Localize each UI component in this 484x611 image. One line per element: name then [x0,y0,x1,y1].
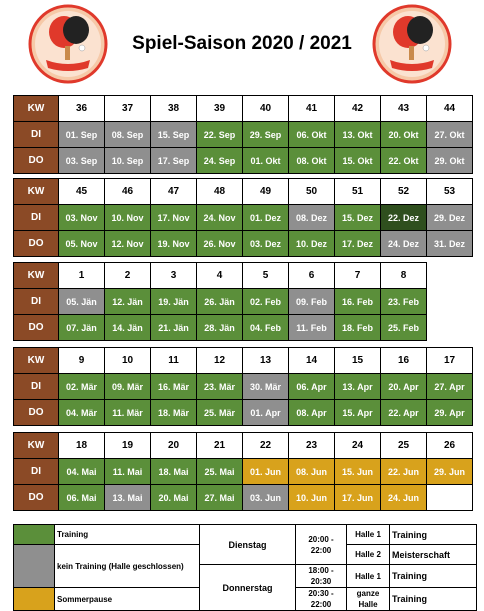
week-number-cell: 48 [197,179,243,205]
date-cell: 13. Apr [335,374,381,400]
date-cell: 16. Feb [335,289,381,315]
legend-label-no-training: kein Training (Halle geschlossen) [55,545,200,588]
week-number-cell: 13 [243,348,289,374]
date-cell: 05. Nov [59,231,105,257]
date-cell: 17. Jun [335,485,381,511]
date-cell: 08. Apr [289,400,335,426]
date-cell: 31. Dez [427,231,473,257]
row-kw [14,348,473,374]
week-number-cell: 26 [427,433,473,459]
week-number-cell: 41 [289,96,335,122]
week-number-cell: 19 [105,433,151,459]
date-cell: 07. Jän [59,315,105,341]
row-header-kw: KW [14,348,59,374]
week-number-cell: 25 [381,433,427,459]
row-do [14,400,473,426]
legend-swatch-summer [14,588,55,611]
week-number-cell: 37 [105,96,151,122]
legend-label-summer: Sommerpause [55,588,200,611]
week-number-cell: 21 [197,433,243,459]
date-cell: 10. Jun [289,485,335,511]
week-number-cell: 3 [151,263,197,289]
row-kw [14,179,473,205]
date-cell: 14. Jän [105,315,151,341]
legend-type-3: Training [390,565,477,588]
week-number-cell: 1 [59,263,105,289]
legend-time-dienstag: 20:00 - 22:00 [296,525,347,565]
date-cell: 25. Feb [381,315,427,341]
row-header-do: DO [14,315,59,341]
date-cell: 19. Jän [151,289,197,315]
date-cell: 28. Jän [197,315,243,341]
row-header-do: DO [14,400,59,426]
date-cell: 01. Dez [243,205,289,231]
row-do [14,485,473,511]
legend-hall-2: Halle 2 [347,545,390,565]
date-cell: 03. Sep [59,148,105,174]
date-cell [427,485,473,511]
row-header-do: DO [14,231,59,257]
date-cell: 29. Okt [427,148,473,174]
legend-hall-4: ganze Halle [347,588,390,611]
week-number-cell: 39 [197,96,243,122]
week-number-cell: 53 [427,179,473,205]
date-cell: 16. Mär [151,374,197,400]
row-di [14,374,473,400]
date-cell: 03. Jun [243,485,289,511]
date-cell: 08. Okt [289,148,335,174]
schedule-block [13,262,427,341]
week-number-cell: 14 [289,348,335,374]
week-number-cell: 6 [289,263,335,289]
row-kw [14,96,473,122]
legend-type-4: Training [390,588,477,611]
date-cell: 18. Mär [151,400,197,426]
date-cell: 29. Apr [427,400,473,426]
date-cell: 15. Sep [151,122,197,148]
legend-type-1: Training [390,525,477,545]
legend-day-donnerstag: Donnerstag [200,565,296,611]
date-cell: 09. Mär [105,374,151,400]
date-cell: 02. Mär [59,374,105,400]
week-number-cell: 46 [105,179,151,205]
week-number-cell: 23 [289,433,335,459]
legend-hall-1: Halle 1 [347,525,390,545]
row-kw [14,433,473,459]
week-number-cell: 16 [381,348,427,374]
week-number-cell: 45 [59,179,105,205]
week-number-cell: 2 [105,263,151,289]
date-cell: 23. Feb [381,289,427,315]
row-header-di: DI [14,205,59,231]
week-number-cell: 11 [151,348,197,374]
date-cell: 17. Sep [151,148,197,174]
date-cell: 08. Dez [289,205,335,231]
date-cell: 11. Feb [289,315,335,341]
date-cell: 26. Jän [197,289,243,315]
legend-swatch-no-training [14,545,55,588]
date-cell: 20. Okt [381,122,427,148]
row-header-kw: KW [14,96,59,122]
date-cell: 27. Apr [427,374,473,400]
week-number-cell: 43 [381,96,427,122]
date-cell: 11. Mär [105,400,151,426]
date-cell: 04. Feb [243,315,289,341]
date-cell: 20. Apr [381,374,427,400]
date-cell: 22. Sep [197,122,243,148]
date-cell: 22. Okt [381,148,427,174]
date-cell: 27. Mai [197,485,243,511]
week-number-cell: 18 [59,433,105,459]
date-cell: 08. Sep [105,122,151,148]
schedule-block [13,347,473,426]
date-cell: 24. Dez [381,231,427,257]
date-cell: 02. Feb [243,289,289,315]
week-number-cell: 42 [335,96,381,122]
week-number-cell: 49 [243,179,289,205]
week-number-cell: 52 [381,179,427,205]
date-cell: 22. Apr [381,400,427,426]
date-cell: 19. Nov [151,231,197,257]
date-cell: 05. Jän [59,289,105,315]
row-di [14,122,473,148]
row-header-di: DI [14,374,59,400]
row-do [14,315,427,341]
week-number-cell: 20 [151,433,197,459]
week-number-cell: 44 [427,96,473,122]
date-cell: 13. Okt [335,122,381,148]
date-cell: 10. Sep [105,148,151,174]
week-number-cell: 10 [105,348,151,374]
date-cell: 15. Jun [335,459,381,485]
row-header-di: DI [14,122,59,148]
row-di [14,459,473,485]
week-number-cell: 40 [243,96,289,122]
row-header-kw: KW [14,433,59,459]
date-cell: 21. Jän [151,315,197,341]
legend-table [13,524,477,611]
week-number-cell: 15 [335,348,381,374]
week-number-cell: 50 [289,179,335,205]
date-cell: 03. Nov [59,205,105,231]
date-cell: 08. Jun [289,459,335,485]
row-header-kw: KW [14,179,59,205]
date-cell: 01. Apr [243,400,289,426]
row-di [14,205,473,231]
week-number-cell: 51 [335,179,381,205]
date-cell: 10. Dez [289,231,335,257]
legend-swatch-training [14,525,55,545]
week-number-cell: 4 [197,263,243,289]
week-number-cell: 22 [243,433,289,459]
date-cell: 22. Jun [381,459,427,485]
legend-label-training: Training [55,525,200,545]
week-number-cell: 36 [59,96,105,122]
legend-hall-3: Halle 1 [347,565,390,588]
date-cell: 23. Mär [197,374,243,400]
week-number-cell: 8 [381,263,427,289]
date-cell: 30. Mär [243,374,289,400]
date-cell: 18. Mai [151,459,197,485]
date-cell: 24. Jun [381,485,427,511]
row-header-do: DO [14,148,59,174]
date-cell: 29. Sep [243,122,289,148]
row-do [14,148,473,174]
date-cell: 12. Jän [105,289,151,315]
date-cell: 25. Mai [197,459,243,485]
week-number-cell: 38 [151,96,197,122]
date-cell: 27. Okt [427,122,473,148]
date-cell: 06. Mai [59,485,105,511]
date-cell: 18. Feb [335,315,381,341]
schedule-block [13,178,473,257]
date-cell: 09. Feb [289,289,335,315]
date-cell: 29. Dez [427,205,473,231]
row-header-kw: KW [14,263,59,289]
date-cell: 04. Mai [59,459,105,485]
date-cell: 15. Dez [335,205,381,231]
legend-time-donnerstag-2: 20:30 - 22:00 [296,588,347,611]
date-cell: 15. Apr [335,400,381,426]
date-cell: 12. Nov [105,231,151,257]
date-cell: 04. Mär [59,400,105,426]
date-cell: 25. Mär [197,400,243,426]
date-cell: 11. Mai [105,459,151,485]
legend-time-donnerstag-1: 18:00 - 20:30 [296,565,347,588]
date-cell: 01. Sep [59,122,105,148]
date-cell: 22. Dez [381,205,427,231]
date-cell: 06. Apr [289,374,335,400]
schedule-block [13,95,473,174]
date-cell: 10. Nov [105,205,151,231]
date-cell: 13. Mai [105,485,151,511]
date-cell: 29. Jun [427,459,473,485]
date-cell: 17. Dez [335,231,381,257]
week-number-cell: 5 [243,263,289,289]
date-cell: 15. Okt [335,148,381,174]
date-cell: 01. Okt [243,148,289,174]
row-header-di: DI [14,459,59,485]
page-title: Spiel-Saison 2020 / 2021 [132,33,352,54]
date-cell: 17. Nov [151,205,197,231]
date-cell: 26. Nov [197,231,243,257]
week-number-cell: 7 [335,263,381,289]
date-cell: 24. Nov [197,205,243,231]
week-number-cell: 9 [59,348,105,374]
row-di [14,289,427,315]
date-cell: 24. Sep [197,148,243,174]
date-cell: 20. Mai [151,485,197,511]
date-cell: 03. Dez [243,231,289,257]
legend-type-2: Meisterschaft [390,545,477,565]
legend-day-dienstag: Dienstag [200,525,296,565]
row-do [14,231,473,257]
week-number-cell: 47 [151,179,197,205]
week-number-cell: 12 [197,348,243,374]
row-header-do: DO [14,485,59,511]
row-header-di: DI [14,289,59,315]
schedule-block [13,432,473,511]
row-kw [14,263,427,289]
date-cell: 06. Okt [289,122,335,148]
week-number-cell: 17 [427,348,473,374]
date-cell: 01. Jun [243,459,289,485]
week-number-cell: 24 [335,433,381,459]
